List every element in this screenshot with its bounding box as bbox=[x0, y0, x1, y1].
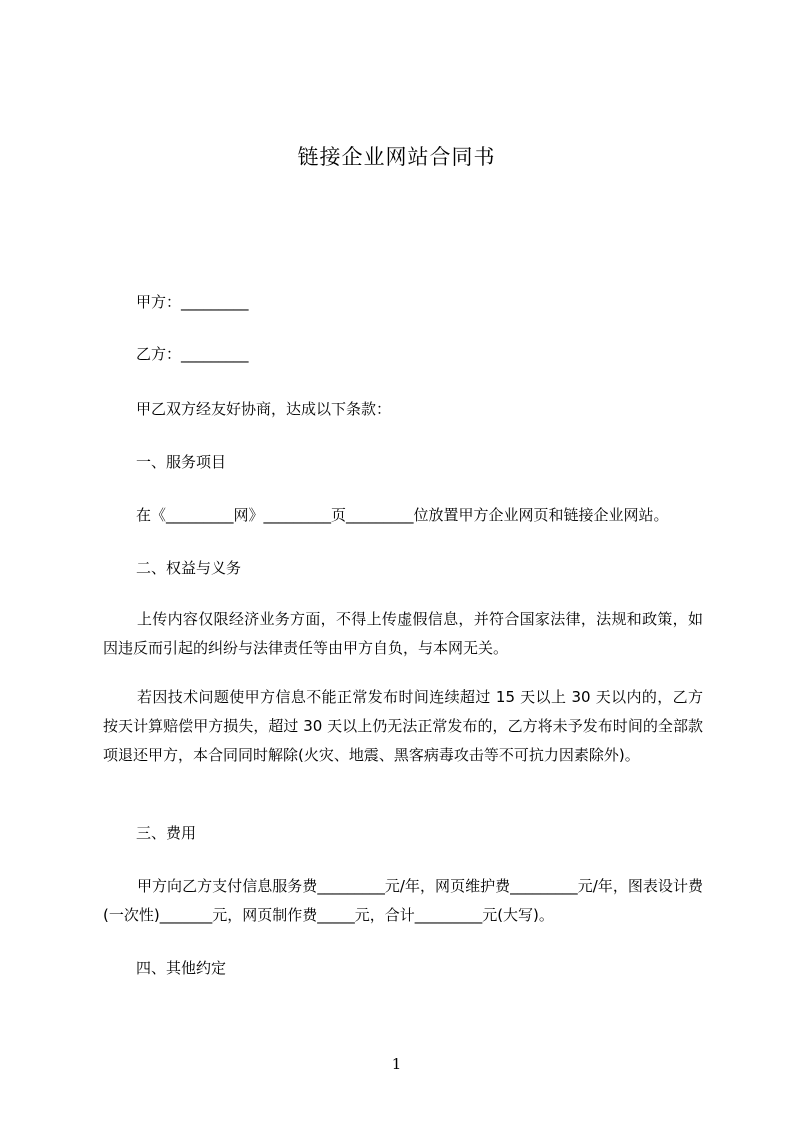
party-b-line: 乙方：_________ bbox=[136, 345, 249, 363]
page-number: 1 bbox=[391, 1055, 402, 1073]
section2-paragraph-1: 上传内容仅限经济业务方面，不得上传虚假信息，并符合国家法律，法规和政策，如因违反而引起的纠纷与法律责任等由甲方自负，与本网无关。 bbox=[103, 610, 703, 657]
section3-heading: 三、费用 bbox=[136, 824, 197, 842]
section3-text: 甲方向乙方支付信息服务费_________元/年，网页维护费_________元/年，图表设计费(一次性)_______元，网页制作费_____元，合计_________元(大写)。 bbox=[103, 877, 703, 924]
intro-text: 甲乙双方经友好协商，达成以下条款： bbox=[136, 400, 392, 418]
section1-heading: 一、服务项目 bbox=[136, 453, 227, 471]
section4-heading: 四、其他约定 bbox=[136, 959, 227, 977]
party-a-line: 甲方：_________ bbox=[136, 293, 249, 311]
section1-text: 在《_________网》_________页_________位放置甲方企业网页和链接企业网站。 bbox=[136, 506, 669, 524]
section2-paragraph-2: 若因技术问题使甲方信息不能正常发布时间连续超过 15 天以上 30 天以内的，乙方按天计算赔偿甲方损失，超过 30 天以上仍无法正常发布的，乙方将未予发布时间的全部款项退还甲方，本合同同时解除(火灾、地震、黑客病毒攻击等不可抗力因素除外)。 bbox=[103, 688, 703, 764]
document-title: 链接企业网站合同书 bbox=[297, 145, 496, 169]
section2-heading: 二、权益与义务 bbox=[136, 559, 242, 577]
